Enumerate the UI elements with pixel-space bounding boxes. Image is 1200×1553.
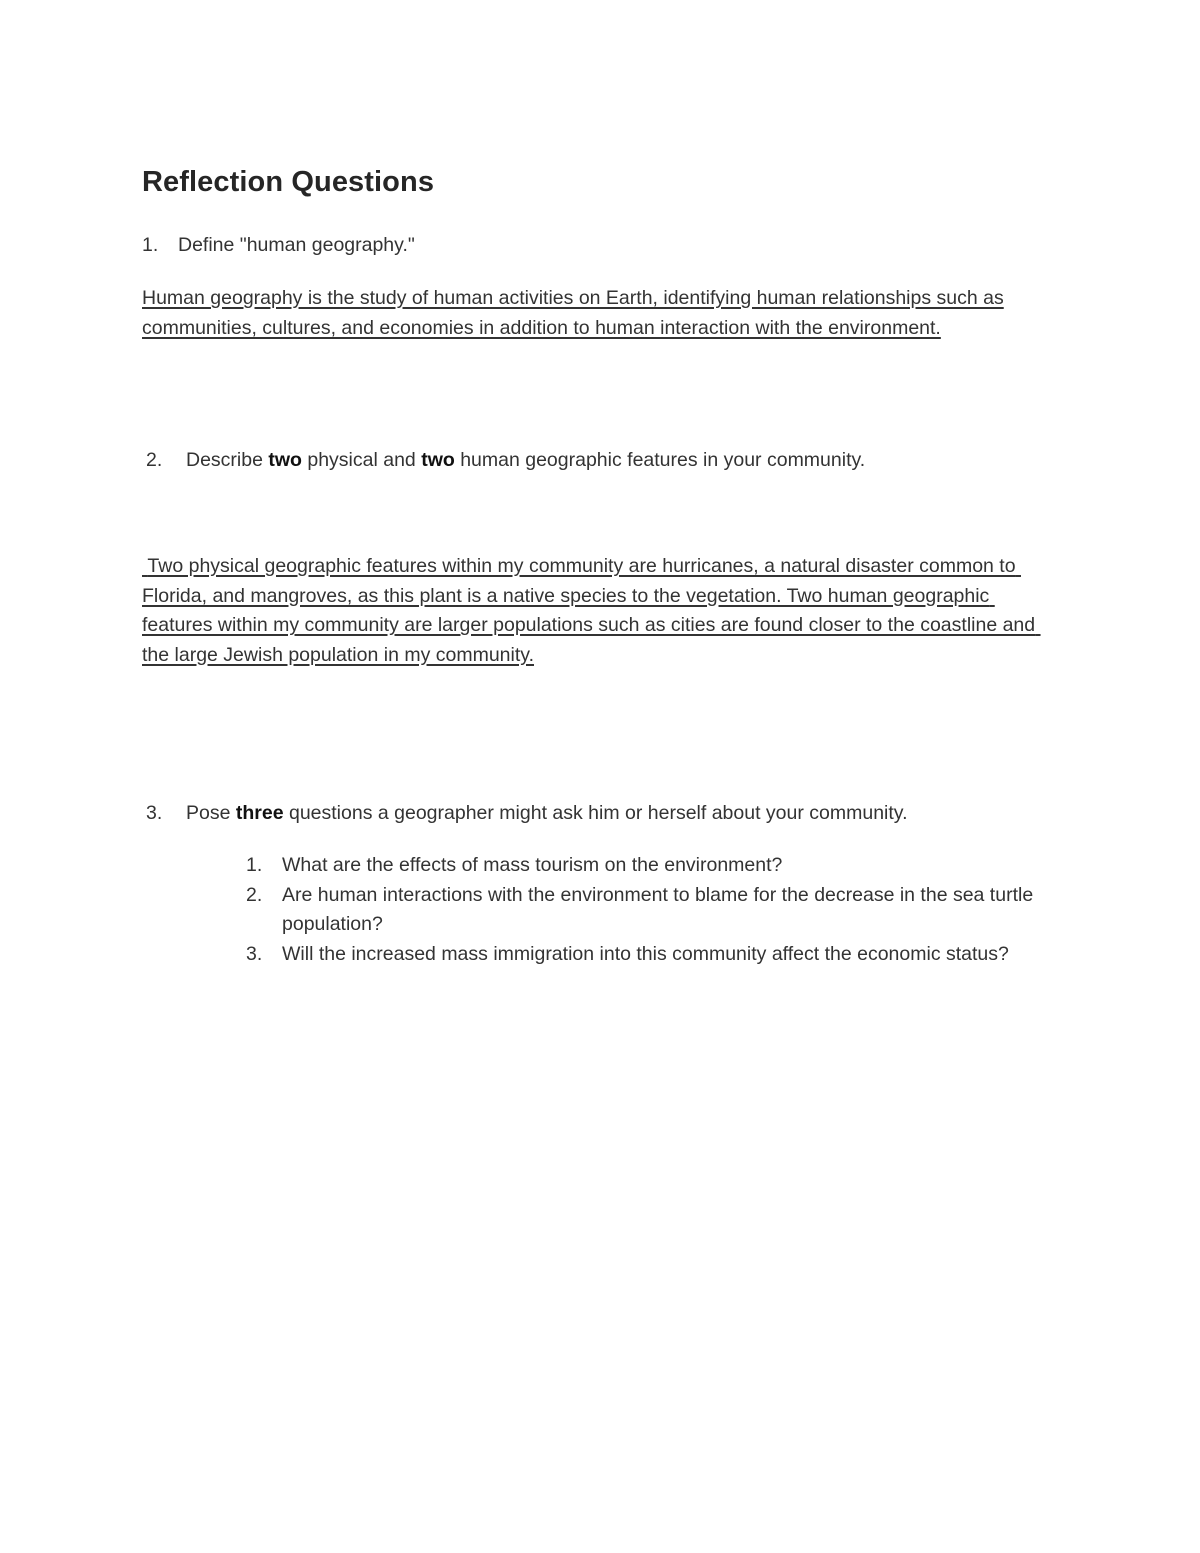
question-2-number: 2. (146, 449, 163, 471)
list-item (246, 881, 1036, 940)
page-title: Reflection Questions (142, 166, 435, 198)
question-1-number: 1. (142, 234, 159, 256)
question-3 (146, 799, 908, 828)
list-item (246, 940, 1036, 970)
question-2-text-c: human geographic features in your community. (454, 449, 866, 471)
list-item-text: What are the effects of mass tourism on the environment? (282, 854, 783, 876)
question-2-text-a: Describe (186, 449, 269, 471)
question-2-text-b: physical and (301, 449, 422, 471)
question-3-answer-list (246, 851, 1036, 969)
answer-1: Human geography is the study of human activities on Earth, identifying human relationships such as communities, cultures, and economies in addition to human interaction with the environment. (142, 287, 1004, 339)
question-3-number: 3. (146, 802, 163, 824)
answer-2: Two physical geographic features within my community are hurricanes, a natural disaster common to Florida, and mangroves, as this plant is a native species to the vegetation. Two human geographic features within my community are larger populations such as cities are found closer to the coastline and the large Jewish population in my community. (142, 555, 1041, 666)
question-3-bold-a: three (235, 802, 284, 824)
list-item-number: 3. (246, 942, 263, 965)
question-3-text-b: questions a geographer might ask him or herself about your community. (283, 802, 908, 824)
list-item-number: 2. (246, 883, 263, 906)
question-3-text-a: Pose (186, 802, 236, 824)
list-item-text: Are human interactions with the environment to blame for the decrease in the sea turtle population? (282, 883, 1034, 935)
question-2-bold-b: two (421, 449, 455, 471)
question-1 (142, 231, 415, 260)
list-item (246, 851, 1036, 881)
list-item-number: 1. (246, 854, 263, 876)
question-1-text: Define "human geography." (178, 234, 415, 256)
question-2 (146, 446, 865, 475)
list-item-text: Will the increased mass immigration into this community affect the economic status? (282, 942, 1009, 965)
question-2-bold-a: two (268, 449, 302, 471)
